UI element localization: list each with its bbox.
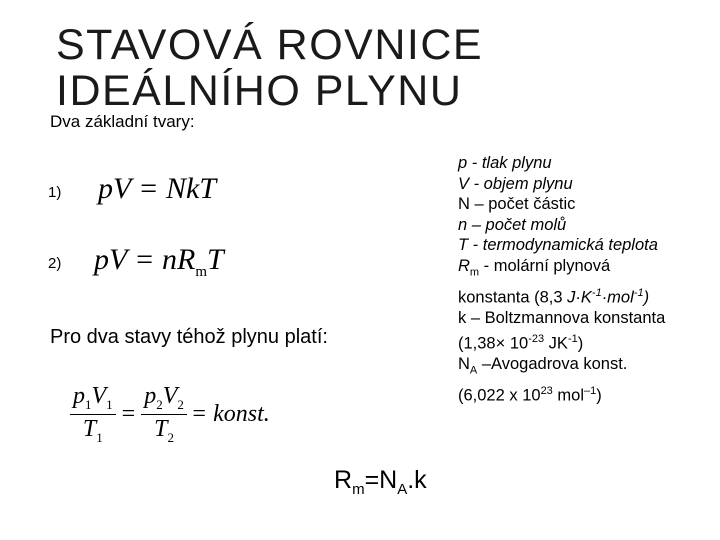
legend-item-boltzmann-value: ($1,38\times 10^{-23}$ $JK^{-1}$) — [458, 332, 584, 353]
equation-1: pV = NkT — [98, 172, 217, 205]
legend-item-boltzmann: k – Boltzmannova konstanta — [458, 308, 666, 327]
subtitle: Dva základní tvary: — [50, 112, 195, 131]
equation-2 — [94, 243, 224, 281]
legend-item-temperature: T - termodynamická teplota — [458, 236, 658, 255]
numerator-1: $p_1V_1$ — [70, 383, 116, 415]
denominator-2: $T_2$ — [154, 415, 174, 445]
legend-item-molar-constant: $R_m$ - molární plynová — [458, 256, 611, 279]
page-title — [56, 22, 483, 114]
title-line-1: STAVOVÁ ROVNICE — [56, 21, 484, 69]
fraction-state-1 — [70, 383, 116, 446]
fraction-state-2 — [141, 383, 187, 446]
equation-1-label: 1) — [48, 184, 62, 201]
title-line-2: IDEÁLNÍHO PLYNU — [56, 67, 463, 115]
equals-sign: = — [121, 400, 136, 427]
legend-item-particles: N – počet částic — [458, 195, 576, 214]
equation-2-label: 2) — [48, 255, 62, 272]
numerator-2: $p_2V_2$ — [141, 383, 187, 415]
legend-item-avogadro-value: (6,022 x $10^{23}$ mol$^{-1}$) — [458, 384, 602, 405]
equation-2-subscript: m — [195, 264, 208, 280]
constant-tail: = konst. — [190, 400, 270, 427]
equation-2-main: pV = nR — [94, 243, 196, 276]
legend-item-avogadro: $N_A$ –Avogadrova konst. — [458, 354, 628, 376]
gas-constant-relation: $R_m=N_A.k$ — [334, 466, 427, 498]
legend-item-moles: n – počet molů — [458, 215, 567, 234]
legend-item-volume: V - objem plynu — [458, 174, 573, 193]
denominator-1: $T_1$ — [82, 415, 103, 445]
two-states-intro: Pro dva stavy téhož plynu platí: — [50, 326, 328, 348]
symbol-legend — [458, 153, 665, 406]
legend-item-molar-constant-value: konstanta (8,3 $J\cdot K^{-1}\cdot mol^{-1}$) — [458, 286, 650, 307]
legend-item-pressure: p - tlak plynu — [458, 154, 552, 172]
ratio-equation — [70, 383, 270, 446]
equation-2-end: T — [207, 243, 224, 276]
